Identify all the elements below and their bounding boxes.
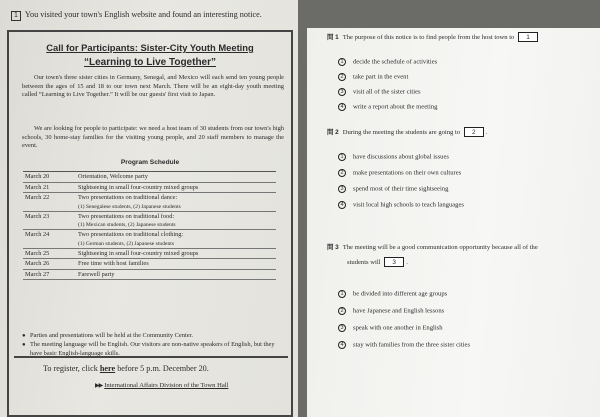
intro-text: You visited your town's English website and found an interesting notice. — [24, 10, 262, 19]
schedule-event-text: Sightseeing in small four-country mixed groups — [78, 249, 199, 257]
schedule-event-text: Two presentations on traditional clothing: — [78, 231, 184, 238]
schedule-event — [78, 249, 276, 259]
option-2[interactable]: 2 take part in the event — [338, 73, 408, 81]
schedule-row — [23, 230, 276, 249]
option-3[interactable]: 3 spend most of their time sightseeing — [338, 185, 448, 193]
option-number: 3 — [338, 88, 346, 96]
schedule-event-text: Free time with host families — [78, 260, 149, 267]
option-number: 1 — [338, 153, 346, 161]
note-item: ● Parties and presentations will be held at the Community Center. — [22, 332, 286, 341]
answer-blank[interactable]: 1 — [518, 32, 538, 42]
schedule-event-text: Two presentations on traditional dance: — [78, 194, 178, 201]
option-2[interactable]: 2 make presentations on their own cultures — [338, 169, 461, 177]
option-1[interactable]: 1 decide the schedule of activities — [338, 58, 437, 66]
option-3[interactable]: 3 visit all of the sister cities — [338, 88, 421, 96]
option-3[interactable]: 3 speak with one another in English — [338, 324, 443, 332]
option-number: 1 — [338, 58, 346, 66]
schedule-date: March 25 — [25, 249, 50, 257]
option-1[interactable]: 1 have discussions about global issues — [338, 153, 449, 161]
notice-subtitle: “Learning to Live Together” — [83, 57, 217, 68]
option-number: 4 — [338, 103, 346, 111]
notice-frame — [7, 30, 293, 417]
schedule-event — [78, 212, 276, 230]
notes-list — [22, 332, 286, 358]
question-2: 問 2 During the meeting the students are going to 2 . — [327, 129, 488, 136]
schedule-row — [23, 193, 276, 212]
schedule-row — [23, 270, 276, 281]
schedule-event-text: Farewell party — [78, 270, 115, 278]
schedule-heading: Program Schedule — [120, 159, 180, 166]
double-arrow-icon: ▶▶ — [95, 383, 103, 389]
schedule-event — [78, 183, 276, 193]
option-4[interactable]: 4 write a report about the meeting — [338, 103, 437, 111]
answer-blank[interactable]: 2 — [464, 127, 484, 137]
option-number: 2 — [338, 307, 346, 315]
notice-paragraph-2: We are looking for people to participate: we need a host team of 30 students from our town's high schools, 30 home-stay families for the visiting young people, and 20 staff members to manage the event. — [22, 125, 284, 150]
option-number: 4 — [338, 341, 346, 349]
question-label: 問 3 — [327, 244, 339, 251]
schedule-row — [23, 172, 276, 183]
notice-paragraph-1: Our town's three sister cities in Germany, Senegal, and Mexico will each send ten young people between the ages of 15 and 18 to our town next March. There will be an eight-day youth meeting called “Learning to Live Together.” It will be our guests' first visit to Japan. — [22, 74, 284, 99]
schedule-event-text: Two presentations on traditional food: — [78, 212, 175, 220]
schedule-row — [23, 183, 276, 194]
notice-page — [0, 0, 298, 417]
schedule-date: March 24 — [25, 231, 50, 238]
register-link[interactable]: here — [99, 364, 116, 373]
schedule-event-text: Orientation, Welcome party — [78, 173, 148, 180]
schedule-event — [78, 172, 276, 182]
notice-title: Call for Participants: Sister-City Youth Meeting — [46, 42, 254, 53]
schedule-date: March 21 — [25, 183, 50, 191]
question-1: 問 1 The purpose of this notice is to find people from the host town to 1 — [327, 32, 540, 42]
answer-blank[interactable]: 3 — [384, 257, 404, 267]
schedule-date: March 22 — [25, 194, 50, 201]
office-link[interactable]: ▶▶ International Affairs Division of the Town Hall — [95, 382, 229, 389]
note-item: ● The meeting language will be English. Our visitors are non-native speakers of English, but they have basic English-language skills. — [22, 341, 286, 359]
divider — [14, 356, 288, 358]
option-number: 1 — [338, 290, 346, 298]
schedule-row — [23, 259, 276, 270]
option-number: 2 — [338, 169, 346, 177]
option-1[interactable]: 1 be divided into different age groups — [338, 290, 447, 298]
schedule-date: March 27 — [25, 270, 50, 278]
option-number: 4 — [338, 201, 346, 209]
option-number: 3 — [338, 185, 346, 193]
questions-page — [307, 28, 600, 417]
option-4[interactable]: 4 stay with families from the three sister cities — [338, 341, 470, 349]
schedule-date: March 23 — [25, 212, 50, 220]
schedule-event — [78, 230, 276, 248]
schedule-event — [78, 193, 276, 211]
question-number-box: 1 — [11, 11, 21, 21]
option-4[interactable]: 4 visit local high schools to teach languages — [338, 201, 464, 209]
schedule-event-detail: (1) Mexican students, (2) Japanese students — [78, 222, 176, 228]
schedule-event — [78, 270, 276, 280]
question-3-line-2: students will 3 . — [347, 259, 408, 266]
schedule-row — [23, 249, 276, 260]
option-number: 2 — [338, 73, 346, 81]
schedule-event — [78, 259, 276, 269]
question-label: 問 2 — [327, 129, 339, 136]
schedule-date: March 26 — [25, 260, 50, 267]
question-3: 問 3 The meeting will be a good communication opportunity because all of the — [327, 244, 538, 251]
option-number: 3 — [338, 324, 346, 332]
intro-line — [11, 10, 262, 21]
option-2[interactable]: 2 have Japanese and English lessons — [338, 307, 444, 315]
schedule-event-detail: (1) German students, (2) Japanese students — [78, 240, 175, 247]
schedule-date: March 20 — [25, 173, 50, 180]
register-line: To register, click here before 5 p.m. December 20. — [43, 364, 209, 373]
question-label: 問 1 — [327, 34, 339, 41]
schedule-event-text: Sightseeing in small four-country mixed groups — [78, 183, 199, 191]
schedule-row — [23, 212, 276, 231]
schedule-event-detail: (1) Senegalese students, (2) Japanese students — [78, 203, 181, 210]
schedule-table — [23, 171, 276, 280]
